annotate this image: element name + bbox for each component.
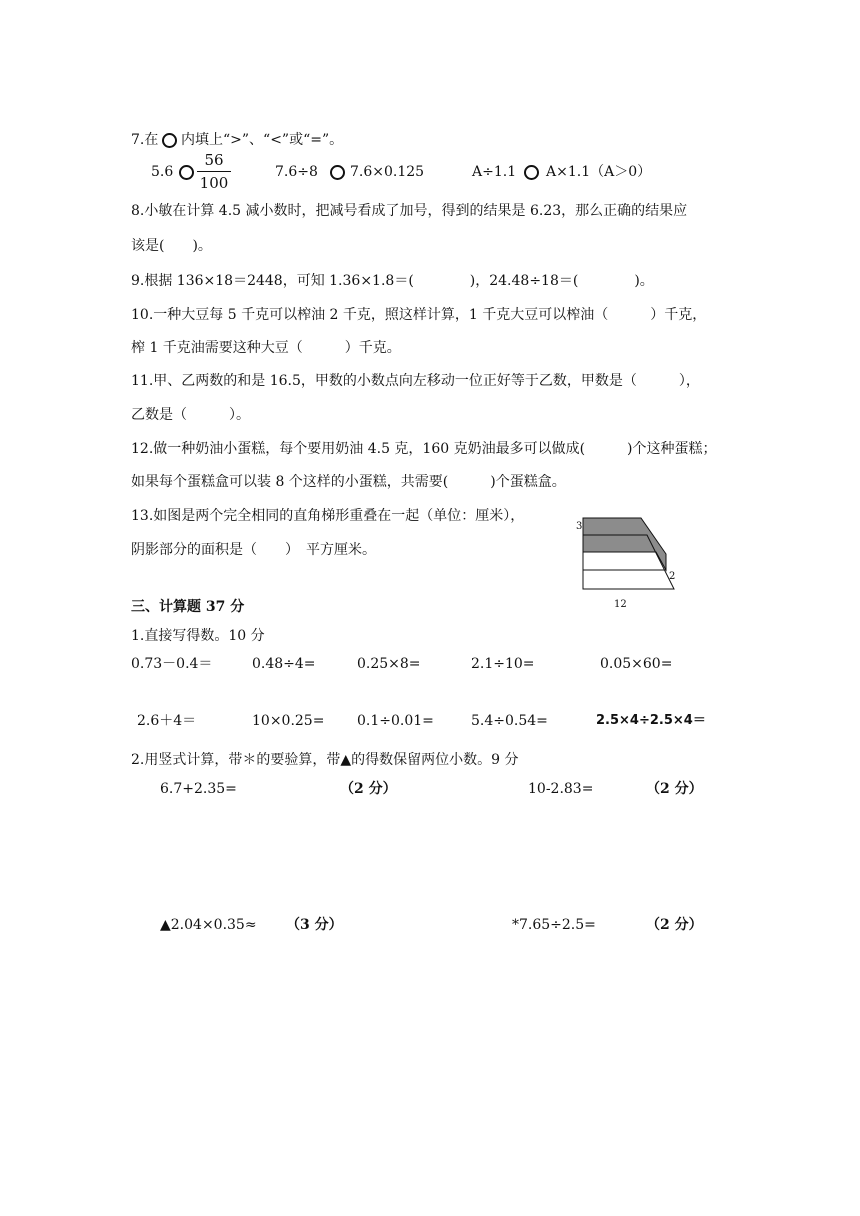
q7-prefix: 7.在 (131, 132, 159, 148)
fraction (197, 153, 231, 191)
figure-label-12: 12 (614, 599, 627, 610)
q7b-right: 7.6×0.125 (350, 164, 425, 180)
score-label: （2 分） (646, 917, 703, 933)
section-heading: 三、计算题 37 分 (131, 599, 245, 615)
q9-line1: 9.根据 136×18＝2448，可知 1.36×1.8＝( )，24.48÷18＝( )。 (131, 273, 654, 289)
calc-row1-item: 0.25×8= (357, 656, 421, 672)
blank-circle[interactable] (179, 165, 194, 180)
q8-line2: 该是( )。 (131, 238, 212, 254)
calc-row1-item: 0.73－0.4＝ (131, 656, 213, 672)
q11-line1: 11.甲、乙两数的和是 16.5，甲数的小数点向左移动一位正好等于乙数，甲数是（ ）， (131, 373, 700, 389)
q12-line2: 如果每个蛋糕盒可以装 8 个这样的小蛋糕，共需要( )个蛋糕盒。 (131, 474, 566, 490)
figure-label-3: 3 (576, 521, 583, 532)
q13-line1: 13.如图是两个完全相同的直角梯形重叠在一起（单位：厘米）， (131, 508, 525, 524)
fraction-numerator: 56 (204, 151, 224, 169)
q10-line2: 榨 1 千克油需要这种大豆（ ）千克。 (131, 340, 401, 356)
q13-line2: 阴影部分的面积是（ ） 平方厘米。 (131, 542, 376, 558)
calc-row2-item: 0.1÷0.01= (357, 713, 434, 729)
blank-circle[interactable] (524, 165, 539, 180)
fraction-denominator: 100 (199, 174, 229, 192)
q7-suffix: 内填上“>”、“<”或“=”。 (181, 132, 344, 148)
q8-line1: 8.小敏在计算 4.5 减小数时，把减号看成了加号，得到的结果是 6.23，那么正确的结果应 (131, 203, 688, 219)
q10-line1: 10.一种大豆每 5 千克可以榨油 2 千克，照这样计算，1 千克大豆可以榨油（ ）千克， (131, 307, 707, 323)
q7a-left: 5.6 (151, 164, 174, 180)
calc-row2-item: 5.4÷0.54= (471, 713, 548, 729)
q11-line2: 乙数是（ ）。 (131, 407, 250, 423)
calc-q2-problem: 10-2.83= (528, 781, 594, 797)
calc-row2-item: 2.5×4÷2.5×4＝ (596, 713, 706, 728)
trapezoid-figure (570, 512, 690, 612)
calc-q2-problem: ▲2.04×0.35≈ (160, 917, 257, 933)
calc-q2-title: 2.用竖式计算，带＊的要验算，带▲的得数保留两位小数。9 分 (131, 752, 519, 768)
blank-circle[interactable] (330, 165, 345, 180)
q12-line1: 12.做一种奶油小蛋糕，每个要用奶油 4.5 克，160 克奶油最多可以做成( )个这种蛋糕； (131, 441, 717, 457)
calc-row2-item: 2.6＋4＝ (137, 713, 197, 729)
q7b-left: 7.6÷8 (275, 164, 318, 180)
calc-q1-title: 1.直接写得数。10 分 (131, 628, 265, 644)
calc-row1-item: 0.05×60= (600, 656, 673, 672)
q7c-right: A×1.1（A＞0） (546, 164, 652, 180)
score-label: （2 分） (646, 781, 703, 797)
calc-q2-problem: *7.65÷2.5= (512, 917, 596, 933)
calc-row2-item: 10×0.25= (252, 713, 325, 729)
calc-row1-item: 0.48÷4= (252, 656, 316, 672)
shaded-region (583, 518, 666, 570)
score-label: （3 分） (286, 917, 343, 933)
figure-label-2: 2 (669, 571, 676, 582)
calc-q2-problem: 6.7+2.35= (160, 781, 237, 797)
blank-circle[interactable] (162, 133, 177, 148)
score-label: （2 分） (340, 781, 397, 797)
fraction-bar (197, 171, 231, 172)
calc-row1-item: 2.1÷10= (471, 656, 535, 672)
q7c-left: A÷1.1 (472, 164, 517, 180)
